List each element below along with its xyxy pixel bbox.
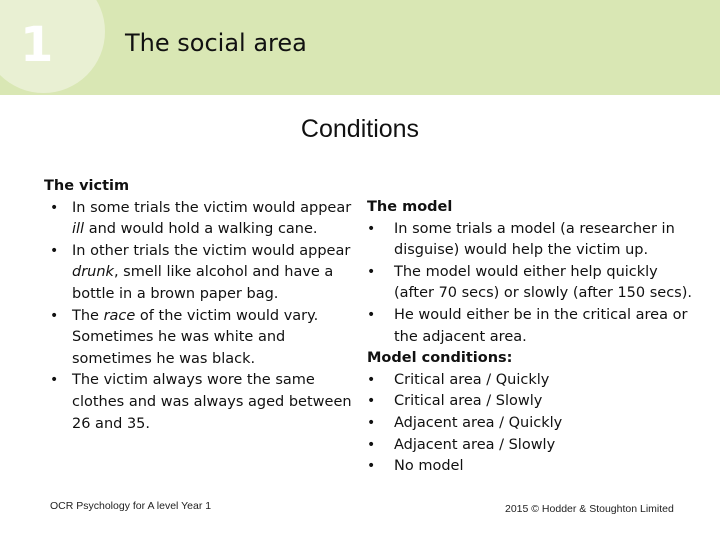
list-item	[367, 456, 697, 478]
list-item	[44, 241, 359, 306]
list-item	[44, 306, 359, 371]
model-heading: The model	[367, 199, 453, 215]
bullet-icon: •	[367, 220, 376, 237]
model-column	[367, 197, 697, 478]
item-emphasis: race	[103, 307, 136, 324]
victim-column	[44, 176, 359, 435]
bullet-icon: •	[50, 242, 59, 259]
item-text: of the victim would vary. Sometimes he was white and sometimes he was black.	[72, 307, 319, 367]
model-list	[367, 219, 697, 349]
list-item	[367, 370, 697, 392]
list-item	[367, 219, 697, 262]
list-item	[367, 262, 697, 305]
list-item	[367, 305, 697, 348]
bullet-icon: •	[367, 393, 376, 410]
list-item	[367, 435, 697, 457]
bullet-icon: •	[367, 458, 376, 475]
item-emphasis: ill	[72, 221, 85, 238]
item-text: Critical area / Quickly	[394, 371, 550, 388]
model-conditions-list	[367, 370, 697, 478]
bullet-icon: •	[367, 414, 376, 431]
bullet-icon: •	[367, 436, 376, 453]
header-title: The social area	[125, 29, 307, 57]
bullet-icon: •	[50, 199, 59, 216]
item-emphasis: drunk	[72, 264, 114, 281]
item-text: and would hold a walking cane.	[84, 221, 318, 238]
list-item	[367, 413, 697, 435]
item-text: Critical area / Slowly	[394, 393, 543, 410]
bullet-icon: •	[367, 263, 376, 280]
item-text: Adjacent area / Slowly	[394, 436, 556, 453]
footer-left: OCR Psychology for A level Year 1	[50, 500, 212, 512]
bullet-icon: •	[367, 306, 376, 323]
item-text: , smell like alcohol and have a bottle in a brown paper bag.	[72, 264, 334, 302]
bullet-icon: •	[367, 371, 376, 388]
item-text: He would either be in the critical area or the adjacent area.	[394, 306, 688, 345]
model-conditions-heading: Model conditions:	[367, 350, 513, 367]
victim-heading: The victim	[44, 178, 130, 194]
bullet-icon: •	[50, 307, 59, 324]
item-text: In some trials the victim would appear	[72, 199, 352, 216]
item-text: In other trials the victim would appear	[72, 242, 351, 259]
item-text: Adjacent area / Quickly	[394, 414, 563, 431]
item-text: The	[72, 307, 104, 324]
list-item	[44, 370, 359, 435]
item-text: The model would either help quickly (after 70 secs) or slowly (after 150 secs).	[394, 263, 692, 302]
footer-right: 2015 © Hodder & Stoughton Limited	[505, 503, 674, 515]
list-item	[44, 198, 359, 241]
slide-title-wrap	[0, 113, 720, 145]
victim-list	[44, 198, 359, 436]
slide-title: Conditions	[300, 115, 420, 143]
item-text: No model	[394, 458, 464, 475]
bullet-icon: •	[50, 372, 59, 389]
header-band	[0, 0, 720, 95]
chapter-number: 1	[20, 17, 54, 73]
list-item	[367, 391, 697, 413]
item-text: The victim always wore the same clothes and was always aged between 26 and 35.	[72, 372, 352, 432]
item-text: In some trials a model (a researcher in disguise) would help the victim up.	[394, 220, 675, 259]
